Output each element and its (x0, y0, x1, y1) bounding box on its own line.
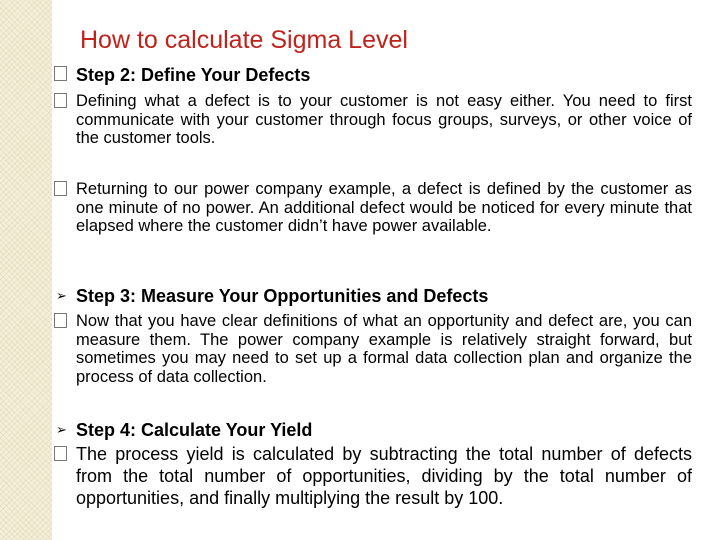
box-icon (54, 313, 67, 328)
step-4-heading-item (54, 420, 692, 441)
step-3-heading: Step 3: Measure Your Opportunities and Defects (76, 286, 489, 306)
step-3-paragraph-item (54, 312, 692, 386)
box-icon (54, 93, 67, 108)
box-icon (54, 66, 67, 81)
step-4-paragraph-item (54, 443, 692, 509)
step-3-paragraph: Now that you have clear definitions of what an opportunity and defect are, you can measure them. The power company example is relatively straight forward, but sometimes you may need to set up a formal data collection plan and organize the process of data collection. (76, 312, 692, 386)
slide-title: How to calculate Sigma Level (80, 26, 408, 54)
step-2-heading: Step 2: Define Your Defects (76, 65, 311, 85)
arrow-icon: ➢ (56, 422, 67, 437)
box-icon (54, 446, 67, 461)
box-icon (54, 181, 67, 196)
step-2-paragraph-1-item (54, 92, 692, 148)
step-2-heading-item (54, 65, 692, 86)
step-2-paragraph-1: Defining what a defect is to your customer is not easy either. You need to first communicate with your customer through focus groups, surveys, or other voice of the customer tools. (76, 92, 692, 147)
step-3-heading-item (54, 286, 692, 307)
arrow-icon: ➢ (56, 288, 67, 303)
step-2-paragraph-2-item (54, 180, 692, 236)
step-4-paragraph: The process yield is calculated by subtracting the total number of defects from the total number of opportunities, dividing by the total number of opportunities, and finally multiplying the result by 100. (76, 444, 692, 508)
step-2-paragraph-2: Returning to our power company example, a defect is defined by the customer as one minute of no power. An additional defect would be noticed for every minute that elapsed where the customer didn’t have power available. (76, 180, 692, 235)
step-4-heading: Step 4: Calculate Your Yield (76, 420, 313, 440)
decorative-side-strip (0, 0, 52, 540)
